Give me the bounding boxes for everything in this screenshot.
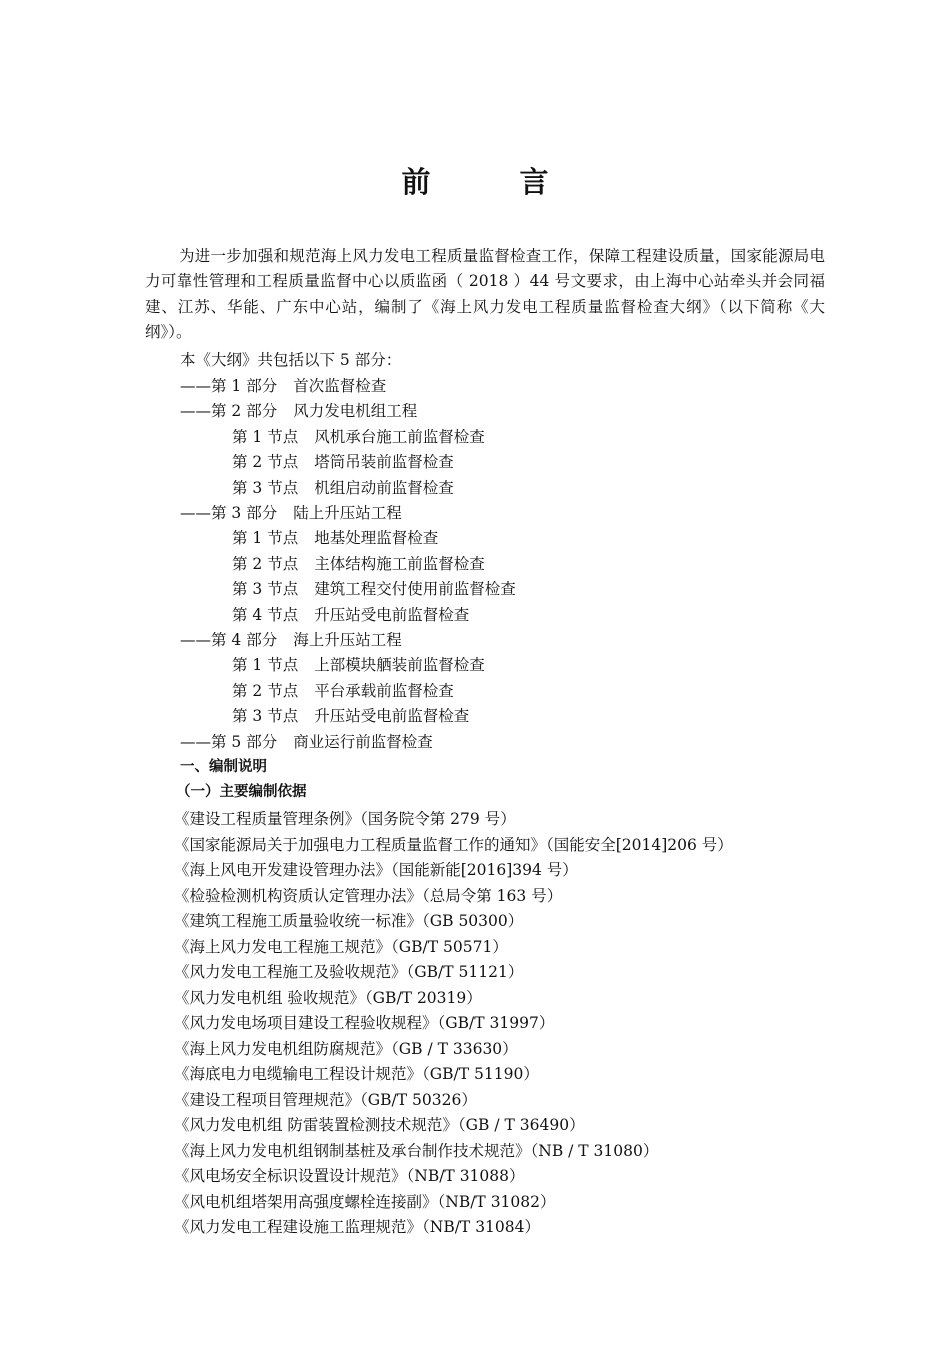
- outline-subitem: 第 4 节点 升压站受电前监督检查: [232, 606, 470, 624]
- reference-item: 《风力发电场项目建设工程验收规程》（GB/T 31997）: [174, 1014, 555, 1032]
- reference-item: 《海上风力发电机组防腐规范》（GB / T 33630）: [174, 1040, 518, 1058]
- section-heading: 一、编制说明: [180, 759, 267, 775]
- outline-subitem: 第 3 节点 升压站受电前监督检查: [232, 707, 470, 725]
- reference-item: 《风力发电工程施工及验收规范》（GB/T 51121）: [174, 963, 524, 981]
- outline-item: ——第 4 部分 海上升压站工程: [180, 631, 402, 649]
- outline-item: ——第 2 部分 风力发电机组工程: [180, 402, 418, 420]
- outline-subitem: 第 1 节点 地基处理监督检查: [232, 529, 439, 547]
- outline-subitem: 第 1 节点 上部模块舾装前监督检查: [232, 656, 485, 674]
- reference-item: 《海上风力发电工程施工规范》（GB/T 50571）: [174, 938, 508, 956]
- reference-item: 《风力发电工程建设施工监理规范》（NB/T 31084）: [174, 1218, 540, 1236]
- page-title: 前 言: [401, 165, 579, 199]
- reference-item: 《风电场安全标识设置设计规范》（NB/T 31088）: [174, 1167, 525, 1185]
- outline-subitem: 第 2 节点 主体结构施工前监督检查: [232, 555, 485, 573]
- outline-subitem: 第 3 节点 建筑工程交付使用前监督检查: [232, 580, 516, 598]
- reference-item: 《国家能源局关于加强电力工程质量监督工作的通知》（国能安全[2014]206 号）: [174, 836, 733, 854]
- intro-paragraph: 为进一步加强和规范海上风力发电工程质量监督检查工作，保障工程建设质量，国家能源局电力可靠性管理和工程质量监督中心以质监函（ 2018 ）44 号文要求，由上海中心站牵头并会同福建、江苏、华能、广东中心站，编制了《海上风力发电工程质量监督检查大纲》（以下简称《大纲》）。: [145, 247, 825, 342]
- reference-item: 《海底电力电缆输电工程设计规范》（GB/T 51190）: [174, 1065, 539, 1083]
- summary-line: 本《大纲》共包括以下 5 部分：: [180, 351, 402, 369]
- outline-subitem: 第 2 节点 平台承载前监督检查: [232, 682, 454, 700]
- reference-item: 《建设工程项目管理规范》（GB/T 50326）: [174, 1091, 477, 1109]
- reference-item: 《建设工程质量管理条例》（国务院令第 279 号）: [174, 810, 516, 828]
- reference-item: 《风力发电机组 验收规范》（GB/T 20319）: [174, 989, 482, 1007]
- reference-item: 《建筑工程施工质量验收统一标准》（GB 50300）: [174, 912, 524, 930]
- subsection-heading: （一）主要编制依据: [176, 784, 307, 800]
- outline-subitem: 第 1 节点 风机承台施工前监督检查: [232, 428, 485, 446]
- reference-item: 《海上风电开发建设管理办法》（国能新能[2016]394 号）: [174, 861, 578, 879]
- outline-item: ——第 1 部分 首次监督检查: [180, 377, 387, 395]
- reference-item: 《检验检测机构资质认定管理办法》（总局令第 163 号）: [174, 887, 563, 905]
- reference-item: 《风力发电机组 防雷装置检测技术规范》（GB / T 36490）: [174, 1116, 585, 1134]
- outline-item: ——第 5 部分 商业运行前监督检查: [180, 733, 433, 751]
- outline-item: ——第 3 部分 陆上升压站工程: [180, 504, 402, 522]
- outline-subitem: 第 2 节点 塔筒吊装前监督检查: [232, 453, 454, 471]
- outline-subitem: 第 3 节点 机组启动前监督检查: [232, 479, 454, 497]
- reference-item: 《海上风力发电机组钢制基桩及承台制作技术规范》（NB / T 31080）: [174, 1142, 659, 1160]
- reference-item: 《风电机组塔架用高强度螺栓连接副》（NB/T 31082）: [174, 1193, 556, 1211]
